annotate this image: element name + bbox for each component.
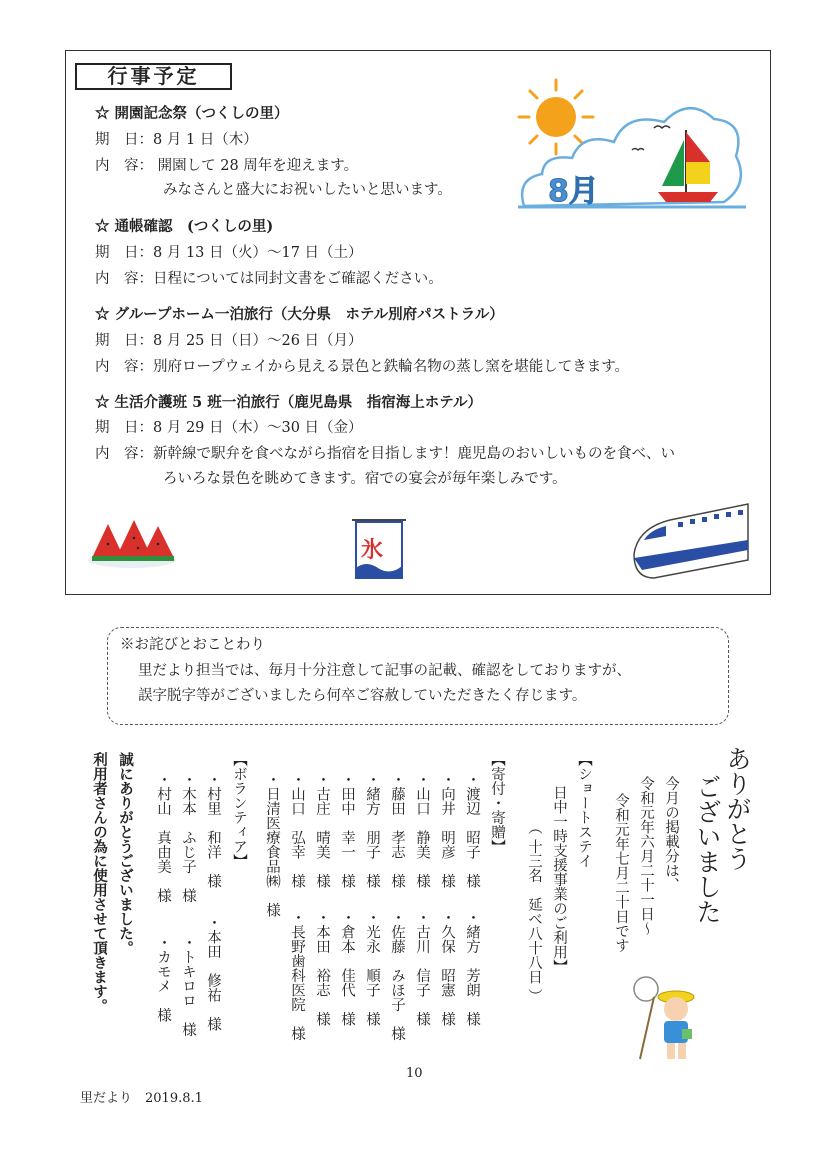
watermelon-icon bbox=[86, 516, 178, 570]
donor: ・倉本 佳代 様 bbox=[339, 910, 355, 1026]
donor: ・田中 幸一 様 bbox=[339, 772, 355, 888]
event-2-date: 期 日：8 月 13 日（火）～17 日（土） bbox=[95, 245, 363, 261]
event-4-date: 期 日：8 月 29 日（木）～30 日（金） bbox=[95, 420, 363, 436]
event-3-date: 期 日：8 月 25 日（日）～26 日（月） bbox=[95, 333, 363, 349]
donor: ・渡辺 昭子 様 bbox=[464, 772, 480, 888]
month-label: 8月 bbox=[548, 174, 599, 209]
event-1-content-2: みなさんと盛大にお祝いしたいと思います。 bbox=[163, 182, 452, 198]
event-3-title: ☆ グループホーム一泊旅行（大分県 ホテル別府パストラル） bbox=[95, 306, 504, 323]
period-to: 令和元年七月二十日です bbox=[613, 793, 629, 953]
volunteer: ・トキロロ 様 bbox=[180, 935, 196, 1037]
event-1-content: 内 容： 開園して 28 周年を迎えます。 bbox=[95, 158, 359, 174]
period-intro: 今月の掲載分は、 bbox=[663, 776, 679, 892]
donor: ・緒方 朋子 様 bbox=[364, 772, 380, 888]
closing-line-2: 利用者さんの為に使用させて頂きます。 bbox=[91, 752, 108, 1013]
donor: ・藤田 孝志 様 bbox=[389, 772, 405, 888]
donor: ・光永 順子 様 bbox=[364, 910, 380, 1026]
shortstay-service: 日中一時支援事業のご利用】 bbox=[551, 785, 567, 974]
thanks-title-2: ございました bbox=[693, 774, 722, 924]
notice-heading: ※お詫びとおことわり bbox=[120, 637, 265, 653]
donor: ・久保 昭憲 様 bbox=[439, 910, 455, 1026]
event-4-content-2: ろいろな景色を眺めてきます。宿での宴会が毎年楽しみです。 bbox=[163, 471, 567, 487]
donor: ・日清医療食品㈱ 様 bbox=[264, 772, 280, 917]
period-from: 令和元年六月二十一日～ bbox=[638, 776, 654, 936]
event-1-title: ☆ 開園記念祭（つくしの里） bbox=[95, 105, 289, 122]
donor: ・古川 信子 様 bbox=[414, 910, 430, 1026]
event-2-title: ☆ 通帳確認 (つくしの里) bbox=[95, 218, 274, 235]
shortstay-count: （ 十三名 延べ八十八日 ） bbox=[526, 820, 542, 1004]
thanks-title-1: ありがとう bbox=[723, 746, 752, 871]
boy-with-net-icon bbox=[630, 975, 704, 1065]
volunteer: ・村山 真由美 様 bbox=[155, 772, 171, 903]
volunteer: ・本田 修祐 様 bbox=[205, 915, 221, 1031]
event-2-content: 内 容：日程については同封文書をご確認ください。 bbox=[95, 271, 443, 287]
newsletter-footer: 里だより 2019.8.1 bbox=[80, 1091, 203, 1106]
donor: ・長野歯科医院 様 bbox=[289, 910, 305, 1041]
events-section-title: 行事予定 bbox=[75, 63, 232, 90]
page-number: 10 bbox=[406, 1066, 423, 1081]
donor: ・佐藤 みほ子 様 bbox=[389, 910, 405, 1041]
donor: ・本田 裕志 様 bbox=[314, 910, 330, 1026]
shinkansen-icon bbox=[630, 498, 752, 582]
volunteer-heading: 【ボランティア】 bbox=[231, 752, 247, 868]
event-4-title: ☆ 生活介護班 5 班一泊旅行（鹿児島県 指宿海上ホテル） bbox=[95, 394, 483, 411]
donor: ・山口 静美 様 bbox=[414, 772, 430, 888]
event-1-date: 期 日：8 月 1 日（木） bbox=[95, 132, 258, 148]
event-3-content: 内 容：別府ロープウェイから見える景色と鉄輪名物の蒸し窯を堪能してきます。 bbox=[95, 359, 630, 375]
notice-line-2: 誤字脱字等がございましたら何卒ご容赦していただきたく存じます。 bbox=[138, 688, 587, 704]
shortstay-heading: 【ショートステイ bbox=[576, 752, 592, 868]
volunteer: ・木本 ふじ子 様 bbox=[180, 772, 196, 903]
notice-line-1: 里だより担当では、毎月十分注意して記事の記載、確認をしておりますが、 bbox=[138, 663, 631, 679]
kakigori-flag-text: 氷 bbox=[361, 538, 384, 563]
donor: ・山口 弘幸 様 bbox=[289, 772, 305, 888]
volunteer: ・村里 和洋 様 bbox=[205, 772, 221, 888]
volunteer: ・カモメ 様 bbox=[155, 935, 171, 1022]
closing-line-1: 誠にありがとうございました。 bbox=[117, 752, 134, 955]
donor: ・緒方 芳朗 様 bbox=[464, 910, 480, 1026]
event-4-content: 内 容：新幹線で駅弁を食べながら指宿を目指します！鹿児島のおいしいものを食べ、い bbox=[95, 446, 675, 462]
donor: ・古庄 晴美 様 bbox=[314, 772, 330, 888]
donation-heading: 【寄付・寄贈】 bbox=[489, 752, 505, 854]
donor: ・向井 明彦 様 bbox=[439, 772, 455, 888]
